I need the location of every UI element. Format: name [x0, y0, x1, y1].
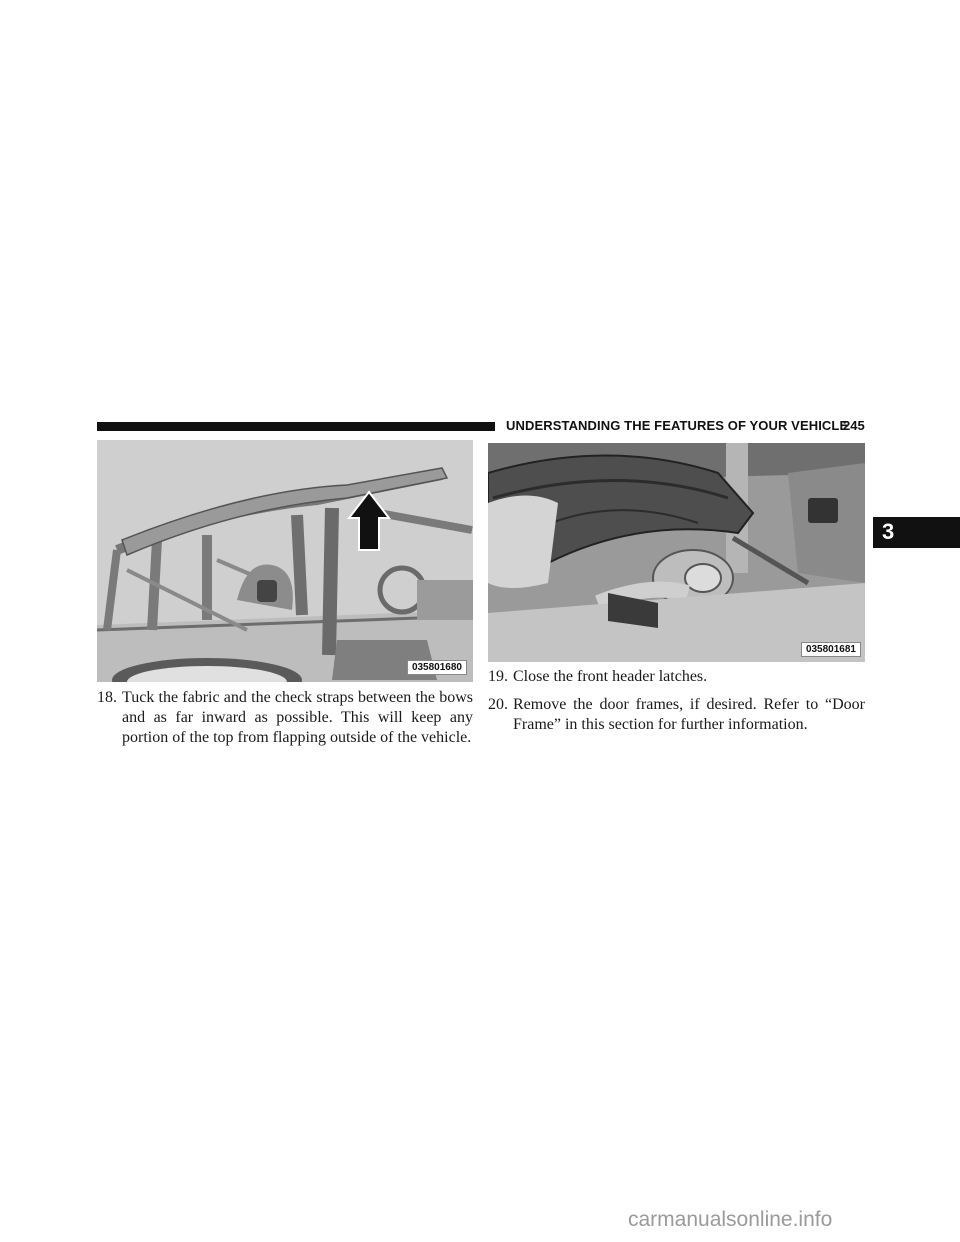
- figure-folded-top: [488, 443, 865, 662]
- figure-code: 035801680: [407, 660, 467, 675]
- step-number: 20.: [488, 696, 508, 713]
- watermark: carmanualsonline.info: [628, 1208, 833, 1231]
- step-text: Close the front header latches.: [513, 668, 708, 685]
- step-text: Tuck the fabric and the check straps between the bows and as far inward as possible. This will keep any portion of the top from flapping outside of the vehicle.: [122, 689, 473, 746]
- figure-code: 035801681: [801, 642, 861, 657]
- step-20: [488, 695, 865, 735]
- page-number: 245: [843, 418, 865, 433]
- vehicle-soft-top-illustration: [97, 440, 473, 682]
- folded-top-illustration: [488, 443, 865, 662]
- header-rule: [97, 422, 495, 431]
- step-number: 19.: [488, 668, 508, 685]
- figure-top-tuck: [97, 440, 473, 682]
- section-title: UNDERSTANDING THE FEATURES OF YOUR VEHICLE: [506, 418, 849, 433]
- step-19: [488, 667, 865, 687]
- step-18: [97, 688, 473, 748]
- step-text: Remove the door frames, if desired. Refer to “Door Frame” in this section for further information.: [513, 696, 865, 733]
- step-number: 18.: [97, 689, 117, 706]
- chapter-tab-number: 3: [882, 519, 895, 544]
- chapter-tab: [873, 517, 960, 548]
